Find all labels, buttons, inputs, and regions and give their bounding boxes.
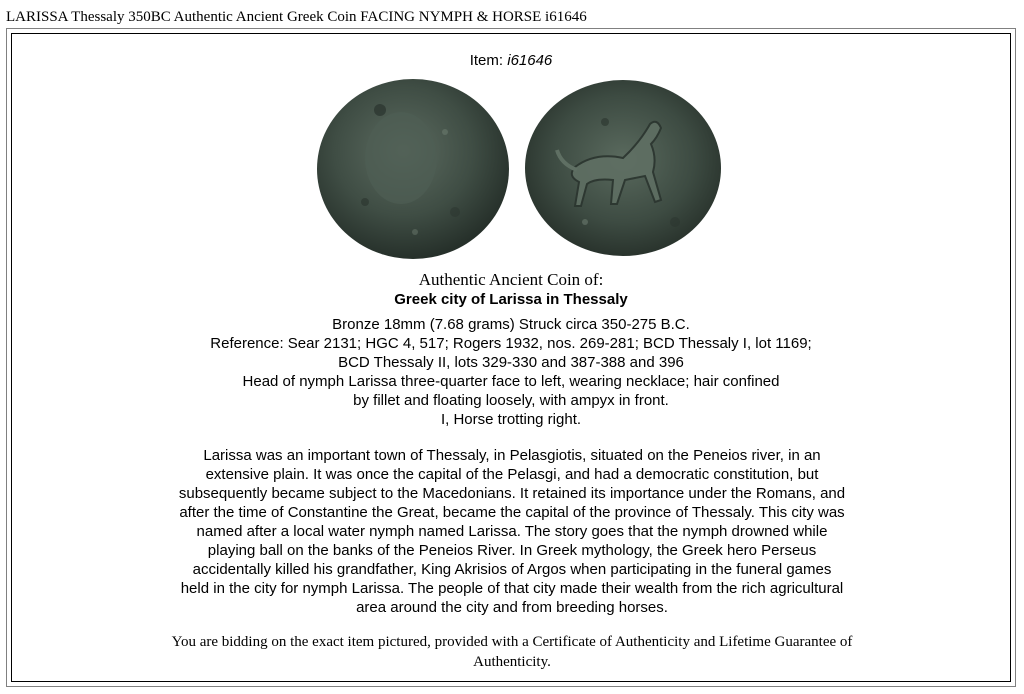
description-line: accidentally killed his grandfather, King Akrisios of Argos when participating in the funeral games bbox=[192, 561, 832, 578]
coin-photo bbox=[305, 72, 723, 264]
heading-city: Greek city of Larissa in Thessaly bbox=[394, 291, 628, 308]
description-line: subsequently became subject to the Macedonians. It retained its importance under the Romans, and bbox=[178, 485, 846, 502]
coin-obverse-icon bbox=[317, 79, 509, 259]
coin-reverse-icon bbox=[525, 80, 721, 256]
description-line: Larissa was an important town of Thessaly, in Pelasgiotis, situated on the Peneios river, in an bbox=[203, 447, 821, 464]
description-line: named after a local water nymph named Larissa. The story goes that the nymph drowned while bbox=[196, 523, 828, 540]
coin-heading bbox=[12, 270, 1010, 311]
guarantee-line: You are bidding on the exact item pictured, provided with a Certificate of Authenticity and Lifetime Guarantee of bbox=[171, 634, 853, 650]
page-title: LARISSA Thessaly 350BC Authentic Ancient Greek Coin FACING NYMPH & HORSE i61646 bbox=[6, 9, 587, 25]
city-description bbox=[167, 446, 857, 617]
coin-details bbox=[12, 315, 1010, 429]
item-number bbox=[12, 52, 1010, 70]
listing-frame-inner bbox=[11, 33, 1011, 682]
item-id: i61646 bbox=[507, 52, 553, 69]
heading-intro: Authentic Ancient Coin of: bbox=[418, 270, 604, 289]
listing-frame bbox=[6, 28, 1016, 687]
authenticity-guarantee bbox=[162, 632, 862, 672]
detail-line: BCD Thessaly II, lots 329-330 and 387-388 and 396 bbox=[338, 354, 684, 371]
description-line: playing ball on the banks of the Peneios River. In Greek mythology, the Greek hero Perseus bbox=[207, 542, 817, 559]
item-label: Item: bbox=[469, 52, 508, 69]
description-line: after the time of Constantine the Great, became the capital of the province of Thessaly. This city was bbox=[179, 504, 845, 521]
guarantee-line: Authenticity. bbox=[473, 654, 551, 670]
detail-line: Reference: Sear 2131; HGC 4, 517; Rogers 1932, nos. 269-281; BCD Thessaly I, lot 1169; bbox=[210, 335, 812, 352]
description-line: extensive plain. It was once the capital of the Pelasgi, and had a democratic constitution, but bbox=[205, 466, 819, 483]
description-line: area around the city and from breeding horses. bbox=[356, 599, 668, 616]
detail-line: Head of nymph Larissa three-quarter face to left, wearing necklace; hair confined bbox=[242, 373, 780, 390]
detail-line: I, Horse trotting right. bbox=[440, 411, 582, 428]
detail-line: by fillet and floating loosely, with ampyx in front. bbox=[353, 392, 669, 409]
description-line: held in the city for nymph Larissa. The people of that city made their wealth from the rich agricultural bbox=[180, 580, 844, 597]
detail-line: Bronze 18mm (7.68 grams) Struck circa 350-275 B.C. bbox=[332, 316, 690, 333]
